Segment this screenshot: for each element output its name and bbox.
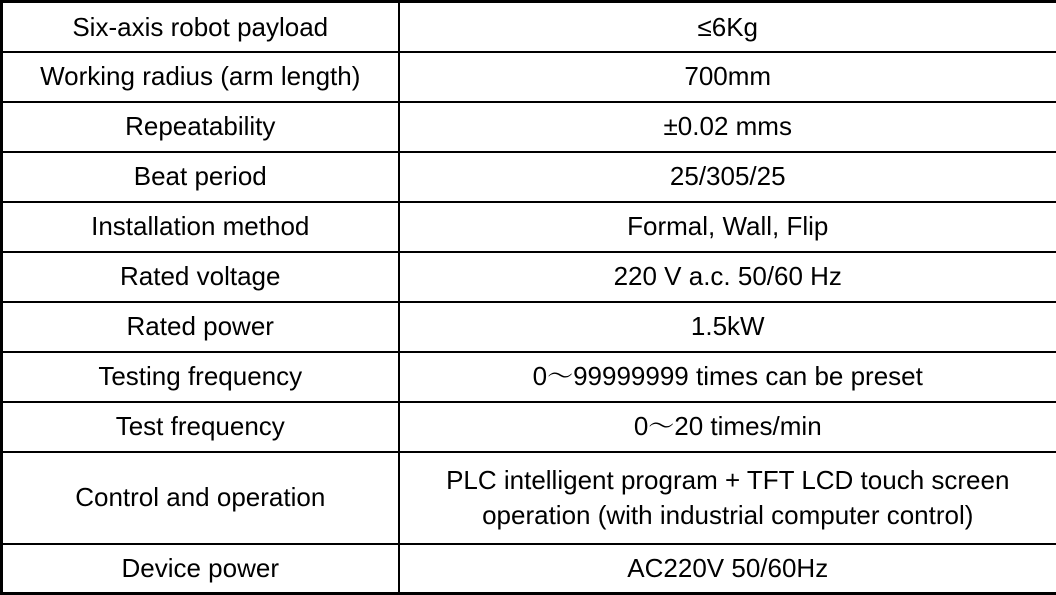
spec-label: Rated power	[2, 302, 399, 352]
spec-value: ±0.02 mms	[399, 102, 1056, 152]
spec-label: Test frequency	[2, 402, 399, 452]
spec-label: Device power	[2, 544, 399, 594]
table-row	[2, 402, 1056, 452]
table-row	[2, 302, 1056, 352]
spec-label: Installation method	[2, 202, 399, 252]
spec-value: ≤6Kg	[399, 2, 1056, 52]
spec-value: 0～99999999 times can be preset	[399, 352, 1056, 402]
table-row	[2, 544, 1056, 594]
spec-value: AC220V 50/60Hz	[399, 544, 1056, 594]
table-row	[2, 152, 1056, 202]
spec-label: Control and operation	[2, 452, 399, 544]
spec-label: Testing frequency	[2, 352, 399, 402]
spec-label: Beat period	[2, 152, 399, 202]
table-row	[2, 352, 1056, 402]
spec-value: Formal, Wall, Flip	[399, 202, 1056, 252]
table-row	[2, 452, 1056, 544]
table-row	[2, 52, 1056, 102]
table-row	[2, 102, 1056, 152]
spec-label: Working radius (arm length)	[2, 52, 399, 102]
spec-value: 220 V a.c. 50/60 Hz	[399, 252, 1056, 302]
table-row	[2, 252, 1056, 302]
spec-value: 0～20 times/min	[399, 402, 1056, 452]
spec-label: Rated voltage	[2, 252, 399, 302]
table-row	[2, 202, 1056, 252]
table-row	[2, 2, 1056, 52]
spec-value: PLC intelligent program + TFT LCD touch screen operation (with industrial computer control)	[399, 452, 1056, 544]
spec-value: 25/305/25	[399, 152, 1056, 202]
spec-value: 1.5kW	[399, 302, 1056, 352]
spec-label: Six-axis robot payload	[2, 2, 399, 52]
spec-value: 700mm	[399, 52, 1056, 102]
spec-label: Repeatability	[2, 102, 399, 152]
